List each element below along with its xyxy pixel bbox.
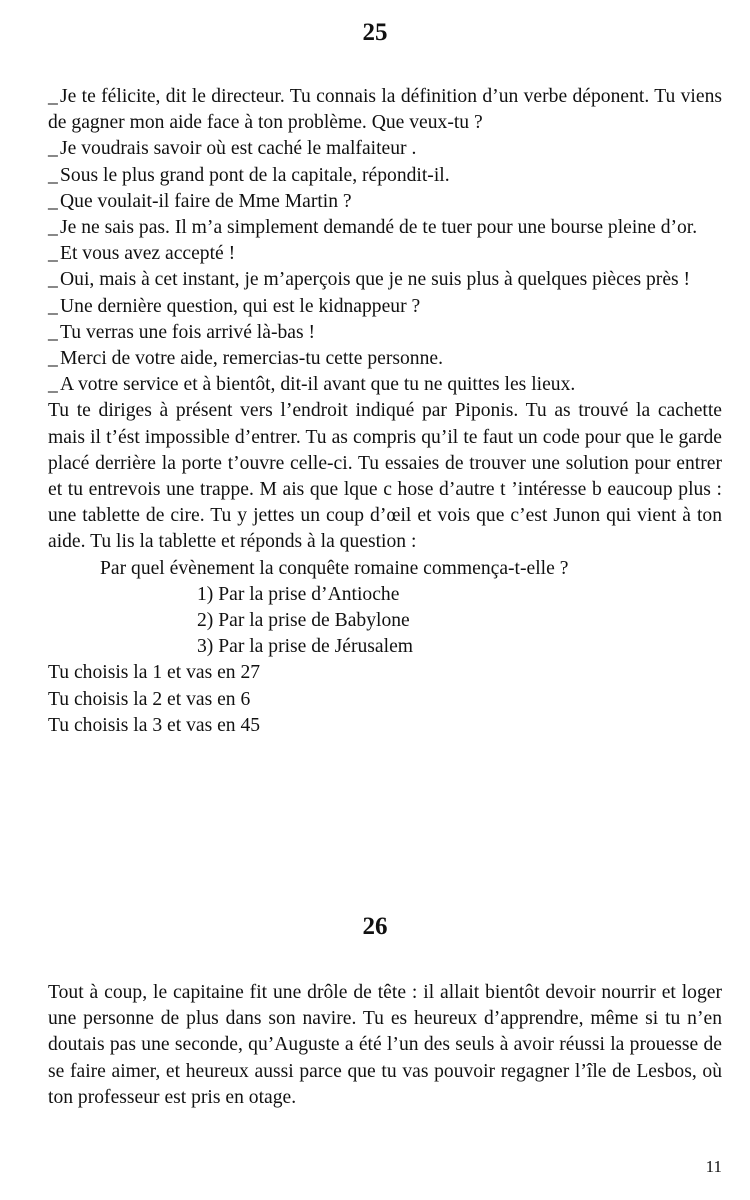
quiz-option: 3) Par la prise de Jérusalem [197, 636, 414, 658]
page-number: 11 [705, 1157, 722, 1176]
dialogue-line: _ Je ne sais pas. Il m’a simplement demandé de te tuer pour une bourse pleine d’or. [48, 215, 722, 241]
narrative-paragraph: Tu te diriges à présent vers l’endroit indiqué par Piponis. Tu as trouvé la cachette mais il t’ést impossible d’entrer. Tu as compris qu’il te faut un code pour que le garde placé derrière la porte t’ouvre celle-ci. Tu essaies de trouver une solution pour entrer et tu entrevois une trappe. M ais que lque c hose d’autre t ’intéresse b eaucoup plus : une tablette de cire. Tu y jettes un coup d’œil et vois que c’est Junon qui vient à ton aide. Tu lis la tablette et réponds à la question : [48, 400, 722, 553]
dialogue-line: _ Je te félicite, dit le directeur. Tu connais la définition d’un verbe déponent. Tu viens de gagner mon aide face à ton problème. Que veux-tu ? [48, 86, 722, 134]
narrative-paragraph: Tout à coup, le capitaine fit une drôle de tête : il allait bientôt devoir nourrir et loger une personne de plus dans son navire. Tu es heureux d’apprendre, même si tu n’en doutais pas une seconde, qu’Auguste a été l’un des seuls à avoir réussi la prouesse de se faire aimer, et heureux aussi parce que tu vas pouvoir regagner l’île de Lesbos, où ton professeur est pris en otage. [48, 982, 722, 1108]
dialogue-line: _ Une dernière question, qui est le kidnappeur ? [48, 294, 722, 320]
quiz-option: 2) Par la prise de Babylone [197, 610, 410, 632]
dialogue-dash: _ [48, 138, 58, 160]
dialogue-dash: _ [48, 164, 58, 186]
dialogue-dash: _ [48, 86, 58, 107]
dialogue-line: _ Je voudrais savoir où est caché le malfaiteur . [48, 136, 722, 162]
choice-link: Tu choisis la 2 et vas en 6 [48, 688, 251, 710]
section-25-text [48, 84, 722, 739]
dialogue-dash: _ [48, 190, 58, 212]
section-number-26: 26 [362, 913, 388, 940]
dialogue-line: _ A votre service et à bientôt, dit-il avant que tu ne quittes les lieux. [48, 372, 722, 398]
dialogue-dash: _ [48, 374, 58, 396]
dialogue-line: _ Oui, mais à cet instant, je m’aperçois que je ne suis plus à quelques pièces près ! [48, 267, 722, 293]
dialogue-dash: _ [48, 217, 58, 239]
dialogue-line: _ Et vous avez accepté ! [48, 241, 722, 267]
dialogue-dash: _ [48, 321, 58, 343]
choice-link: Tu choisis la 1 et vas en 27 [48, 662, 261, 684]
quiz-question: Par quel évènement la conquête romaine commença-t-elle ? [100, 557, 569, 579]
dialogue-dash: _ [48, 243, 58, 265]
dialogue-line: _ Que voulait-il faire de Mme Martin ? [48, 189, 722, 215]
dialogue-line: _ Sous le plus grand pont de la capitale, répondit-il. [48, 163, 722, 189]
section-number-25: 25 [362, 19, 388, 46]
section-26-text [48, 980, 722, 1111]
dialogue-line: _ Merci de votre aide, remercias-tu cette personne. [48, 346, 722, 372]
choice-link: Tu choisis la 3 et vas en 45 [48, 714, 261, 736]
dialogue-dash: _ [48, 269, 58, 291]
dialogue-dash: _ [48, 348, 58, 370]
quiz-option: 1) Par la prise d’Antioche [197, 583, 400, 605]
dialogue-dash: _ [48, 295, 58, 317]
dialogue-line: _ Tu verras une fois arrivé là-bas ! [48, 320, 722, 346]
